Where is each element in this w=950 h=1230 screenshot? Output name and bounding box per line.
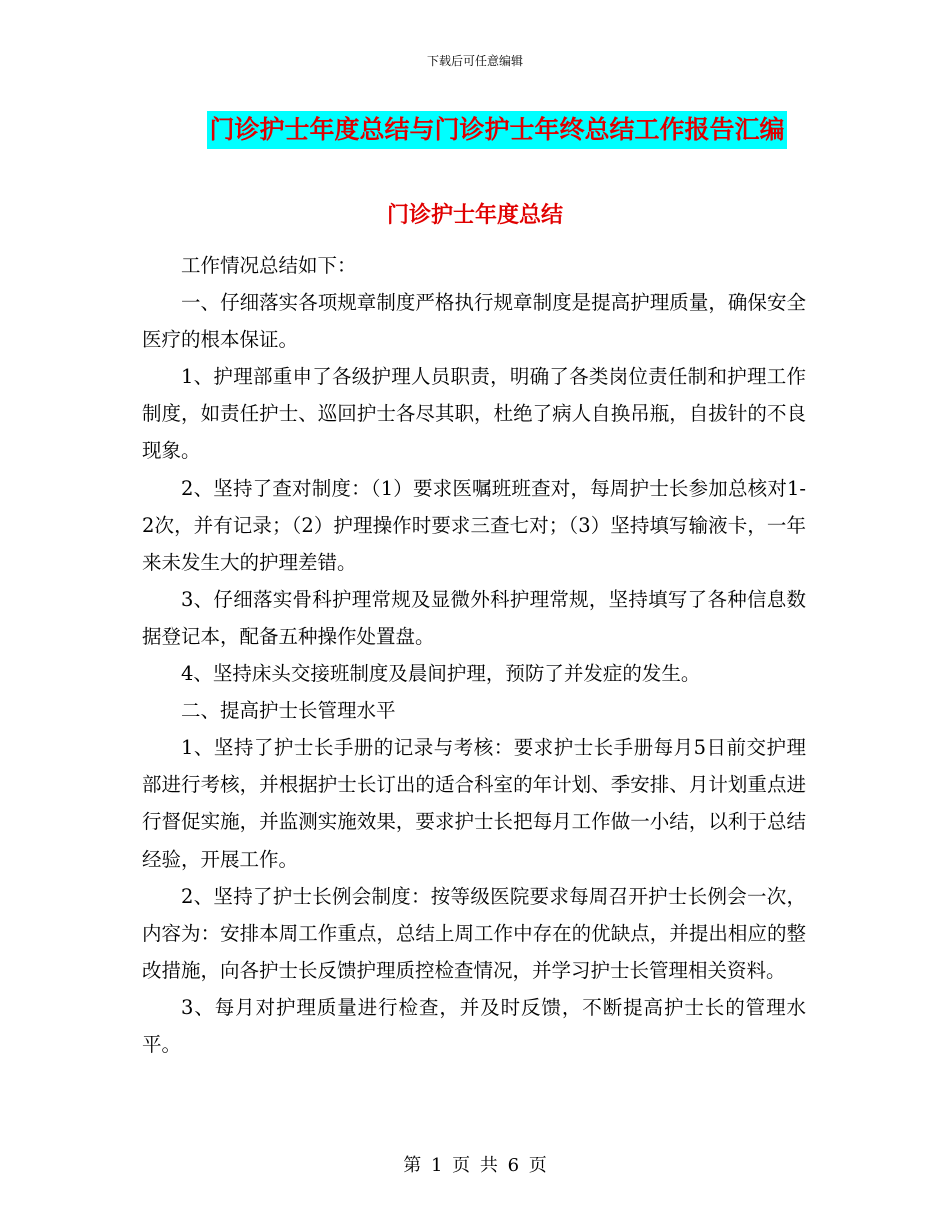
header-note: 下载后可任意编辑	[426, 54, 523, 68]
main-title-container	[0, 111, 950, 149]
document-main-title: 门诊护士年度总结与门诊护士年终总结工作报告汇编	[207, 111, 786, 149]
paragraph: 1、护理部重申了各级护理人员职责，明确了各类岗位责任制和护理工作制度，如责任护士、巡回护士各尽其职，杜绝了病人自换吊瓶，自拔针的不良现象。	[142, 365, 806, 463]
document-body	[142, 247, 806, 1063]
paragraph: 二、提高护士长管理水平	[181, 699, 396, 723]
paragraph: 一、仔细落实各项规章制度严格执行规章制度是提高护理质量，确保安全医疗的根本保证。	[142, 291, 806, 352]
paragraph: 4、坚持床头交接班制度及晨间护理，预防了并发症的发生。	[181, 662, 701, 686]
section-title: 门诊护士年度总结	[386, 203, 563, 228]
paragraph: 2、坚持了查对制度：（1）要求医嘱班班查对，每周护士长参加总核对1-2次，并有记录；（2）护理操作时要求三查七对；（3）坚持填写输液卡，一年来未发生大的护理差错。	[142, 476, 806, 574]
paragraph: 3、仔细落实骨科护理常规及显微外科护理常规，坚持填写了各种信息数据登记本，配备五种操作处置盘。	[142, 587, 806, 648]
paragraph: 3、每月对护理质量进行检查，并及时反馈，不断提高护士长的管理水平。	[142, 995, 806, 1056]
paragraph: 工作情况总结如下：	[181, 254, 357, 277]
paragraph: 1、坚持了护士长手册的记录与考核：要求护士长手册每月5日前交护理部进行考核，并根据护士长订出的适合科室的年计划、季安排、月计划重点进行督促实施，并监测实施效果，要求护士长把每月工作做一小结，以利于总结经验，开展工作。	[142, 736, 806, 871]
paragraph: 2、坚持了护士长例会制度：按等级医院要求每周召开护士长例会一次，内容为：安排本周工作重点，总结上周工作中存在的优缺点，并提出相应的整改措施，向各护士长反馈护理质控检查情况，并学习护士长管理相关资料。	[142, 884, 806, 982]
page-footer: 第 1 页 共 6 页	[403, 1155, 547, 1176]
